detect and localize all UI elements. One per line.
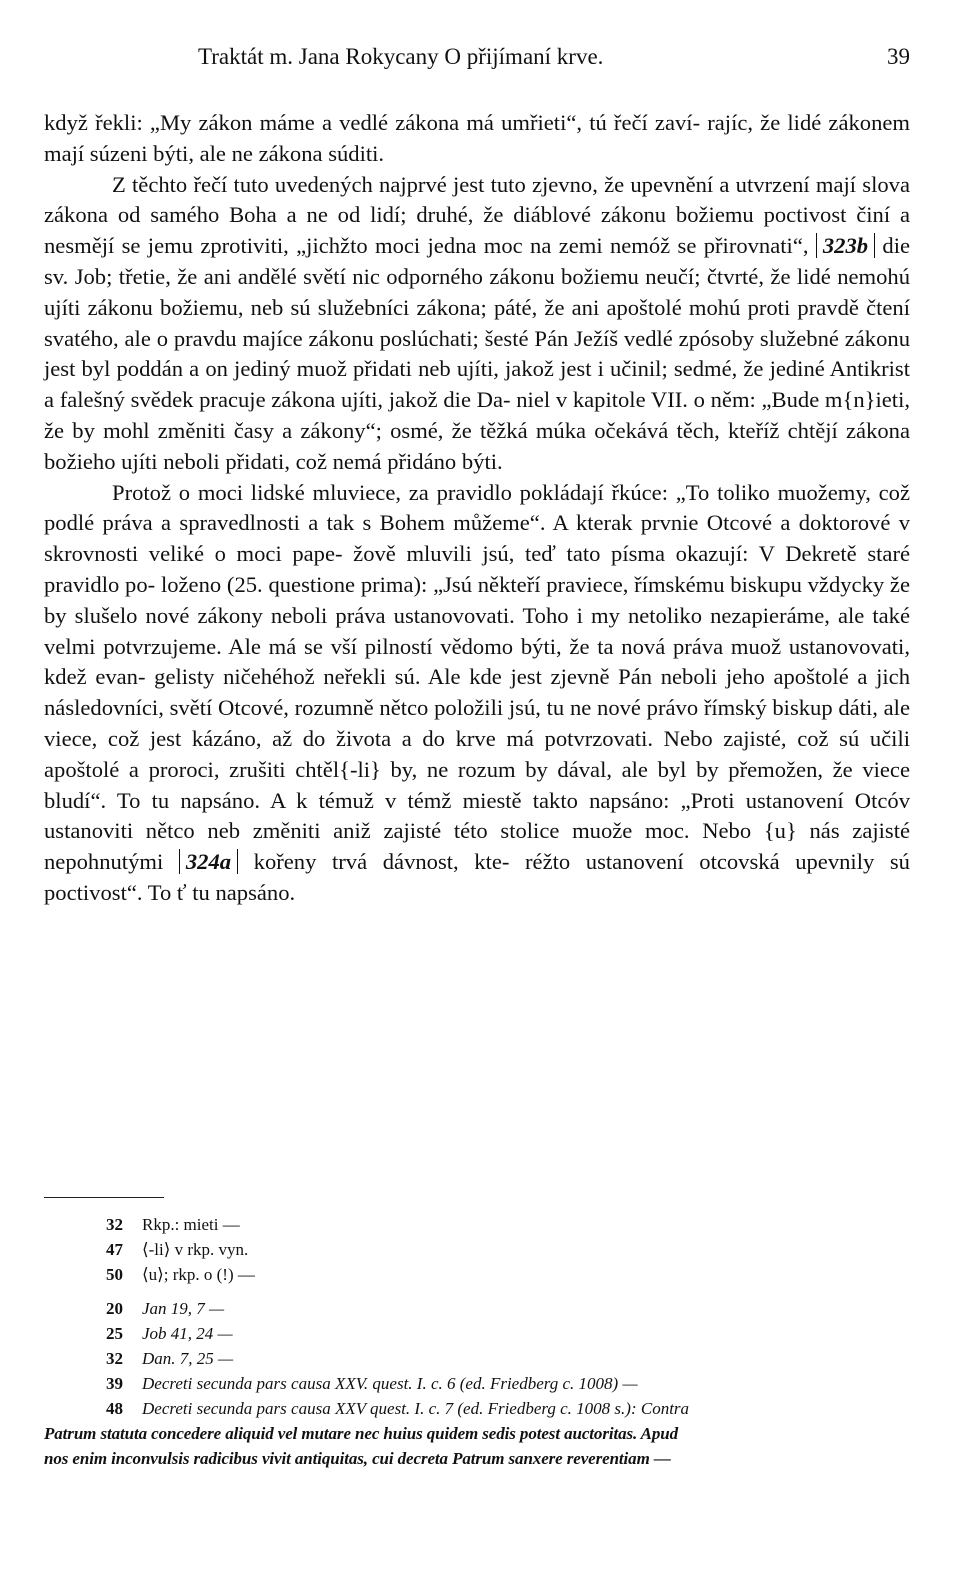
footnote-line: 47 ⟨-li⟩ v rkp. vyn.: [106, 1240, 249, 1259]
header-title: Traktát m. Jana Rokycany O přijímaní krve.: [198, 44, 604, 69]
footnote-line: 39 Decreti secunda pars causa XXV. quest. I. c. 6 (ed. Friedberg c. 1008) —: [106, 1374, 638, 1393]
footnote-continuation: Patrum statuta concedere aliquid vel mutare nec huius quidem sedis potest auctoritas. Apud: [44, 1424, 679, 1443]
footnote-continuation: nos enim inconvulsis radicibus vivit antiquitas, cui decreta Patrum sanxere reverentiam —: [44, 1449, 671, 1468]
folio-marker: 324a: [179, 849, 238, 874]
paragraph-3-part-a: Protož o moci lidské mluviece, za pravidlo pokládají řkúce: „To toliko muožemy, což podlé práva a spravedlnosti a tak s Bohem můžeme“. A kterak prvnie Otcové a doktorové v skrovnosti veliké o moci pape- žově mluvili jsú, teď tato písma okazují: V Dekretě staré pravidlo po- loženo (25. questione prima): „Jsú někteří praviece, římskému biskupu vždycky že by slušelo nové zákony neboli práva ustanovovati. Toho i my netoliko nezapieráme, ale také velmi potvrzujeme. Ale má se vší pilností vědomo býti, že ta nová práva muož ustanovovati, kdež evan- gelisty ničehéhož neřekli sú. Ale kde jest zjevně Pán neboli jeho apoštolé a jich následovníci, světí Otcové, rozumně nětco položili jsú, tu ne nové právo římský biskup dáti, ale viece, což jest kázáno, až do života a do krve má potvrzovati. Nebo zajisté, což sú učili apoštolé a proroci, zrušiti chtěl{-li} by, ne rozum by dával, ale byl by přemožen, že viece bludí“. To tu napsáno. A k témuž v témž miestě takto napsáno: „Proti ustanovení Otcóv ustanoviti nětco neb změniti aniž zajisté této stolice muože moc. Nebo {u} nás zajisté nepohnutými: [44, 479, 910, 875]
footnote-line: 20 Jan 19, 7 —: [106, 1299, 225, 1318]
paragraph-1: když řekli: „My zákon máme a vedlé zákona má umřieti“, tú řečí zaví- rajíc, že lidé zákonem mají súzeni býti, ale ne zákona súditi.: [44, 110, 910, 166]
paragraph-2: [44, 170, 910, 478]
folio-marker: 323b: [816, 233, 875, 258]
footnote-line: 25 Job 41, 24 —: [106, 1324, 233, 1343]
main-text: [44, 108, 910, 909]
paragraph-3-part-b: kořeny trvá dávnost, kte- réžto ustanovení otcovská upevnily sú poctivost“. To ť tu napsáno.: [44, 849, 910, 905]
footnotes: [44, 1212, 910, 1471]
footnote-gap: [44, 1287, 910, 1296]
footnote-line: 32 Dan. 7, 25 —: [106, 1349, 234, 1368]
page-number: 39: [887, 44, 910, 69]
footnote-line: 50 ⟨u⟩; rkp. o (!) —: [106, 1265, 255, 1284]
footnote-separator: [44, 1197, 164, 1198]
paragraph-2-part-a: Z těchto řečí tuto uvedených najprvé jest tuto zjevno, že upevnění a utvrzení mají slova zákona od samého Boha a ne od lidí; druhé, že diáblové zákonu božiemu poctivost činí a nesmějí se jemu zprotiviti, „jichžto moci jedna moc na zemi nemóž se přirovnati“,: [44, 171, 910, 259]
paragraph-3: [44, 478, 910, 909]
footnote-line: 32 Rkp.: mieti —: [106, 1215, 240, 1234]
paragraph-2-part-b: die sv. Job; třetie, že ani andělé světí nic odporného zákonu božiemu neučí; čtvrté, že lidé nemohú ujíti zákonu božiemu, neb sú služebníci zákona; páté, že ani apoštolé mohú proti pravdě čtení svatého, ale o pravdu majíce zákonu poslúchati; šesté Pán Ježíš vedlé zpósoby služebné zákonu jest byl poddán a on jediný muož přidati neb ujíti, jakož jest i učinil; sedmé, že jediné Antikrist a falešný svědek pracuje zákona ujíti, jakož die Da- niel v kapitole VII. o něm: „Bude m{n}ieti, že by mohl změniti časy a zákony“; osmé, že těžká múka očekává těch, kteříž chtějí zákona božieho ujíti neboli přidati, což nemá přidáno býti.: [44, 233, 911, 474]
footnote-line: 48 Decreti secunda pars causa XXV quest. I. c. 7 (ed. Friedberg c. 1008 s.): Contra: [106, 1399, 690, 1418]
running-header: [48, 44, 910, 78]
